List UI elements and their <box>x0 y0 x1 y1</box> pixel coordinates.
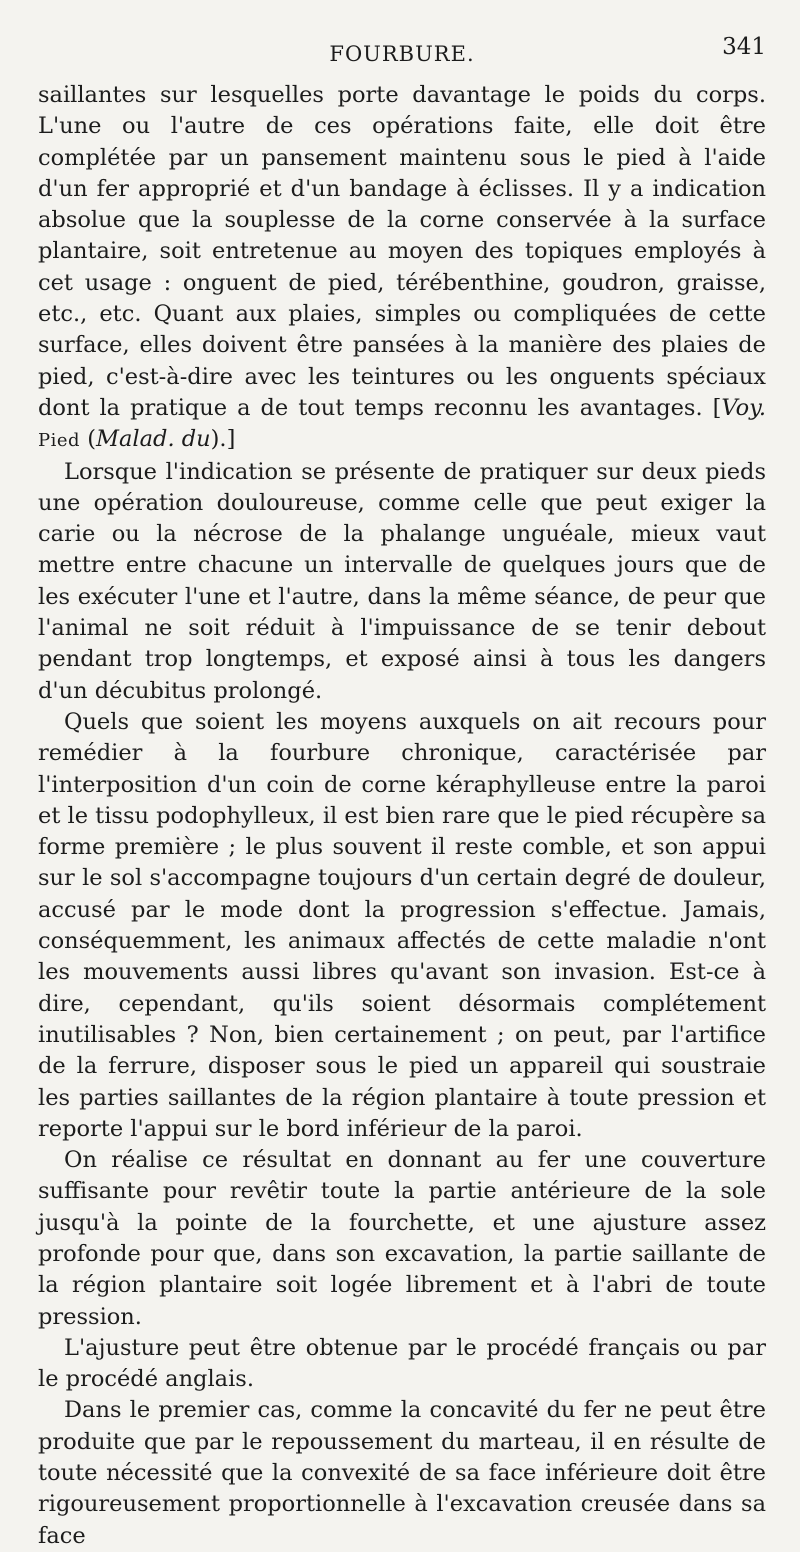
page-number: 341 <box>722 34 766 60</box>
running-head <box>38 32 766 80</box>
paragraph: Lorsque l'indication se présente de pratiquer sur deux pieds une opération douloureuse, comme celle que peut exiger la carie ou la nécrose de la phalange unguéale, mieux vaut mettre entre chacune un intervalle de quelques jours que de les exécuter l'une et l'autre, dans la même séance, de peur que l'animal ne soit réduit à l'impuissance de se tenir debout pendant trop longtemps, et exposé ainsi à tous les dangers d'un décubitus prolongé. <box>38 458 766 704</box>
running-title: FOURBURE. <box>329 42 475 66</box>
cross-reference: [Voy. Pied (Malad. du).] <box>38 394 767 453</box>
paragraph: Quels que soient les moyens auxquels on ait recours pour remédier à la fourbure chronique, caractérisée par l'interposition d'un coin de corne kéraphylleuse entre la paroi et le tissu podophylleux, il est bien rare que le pied récupère sa forme première ; le plus souvent il reste comble, et son appui sur le sol s'accompagne toujours d'un certain degré de douleur, accusé par le mode dont la progression s'effectue. Jamais, conséquemment, les animaux affectés de cette maladie n'ont les mouvements aussi libres qu'avant son invasion. Est-ce à dire, cependant, qu'ils soient désormais complétement inutilisables ? Non, bien certainement ; on peut, par l'artifice de la ferrure, disposer sous le pied un appareil qui soustraie les parties saillantes de la région plantaire à toute pression et reporte l'appui sur le bord inférieur de la paroi. <box>38 708 766 1142</box>
paragraph-continued <box>38 80 766 457</box>
paragraph: L'ajusture peut être obtenue par le procédé français ou par le procédé anglais. <box>38 1334 766 1393</box>
paragraph: On réalise ce résultat en donnant au fer une couverture suffisante pour revêtir toute la partie antérieure de la sole jusqu'à la pointe de la fourchette, et une ajusture assez profonde pour que, dans son excavation, la partie saillante de la région plantaire soit logée librement et à l'abri de toute pression. <box>38 1147 766 1330</box>
paragraph-text: saillantes sur lesquelles porte davantage le poids du corps. L'une ou l'autre de ces opérations faite, elle doit être complétée par un pansement maintenu sous le pied à l'aide d'un fer approprié et d'un bandage à éclisses. Il y a indication absolue que la souplesse de la corne conservée à la surface plantaire, soit entretenue au moyen des topiques employés à cet usage : onguent de pied, térébenthine, goudron, graisse, etc., etc. Quant aux plaies, simples ou compliquées de cette surface, elles doivent être pansées à la manière des plaies de pied, c'est-à-dire avec les teintures ou les onguents spéciaux dont la pratique a de tout temps reconnu les avantages. <box>38 82 766 421</box>
body-text <box>38 80 766 1552</box>
paragraph: Dans le premier cas, comme la concavité du fer ne peut être produite que par le repoussement du marteau, il en résulte de toute nécessité que la convexité de sa face inférieure doit être rigoureusement proportionnelle à l'excavation creusée dans sa face <box>38 1397 766 1549</box>
